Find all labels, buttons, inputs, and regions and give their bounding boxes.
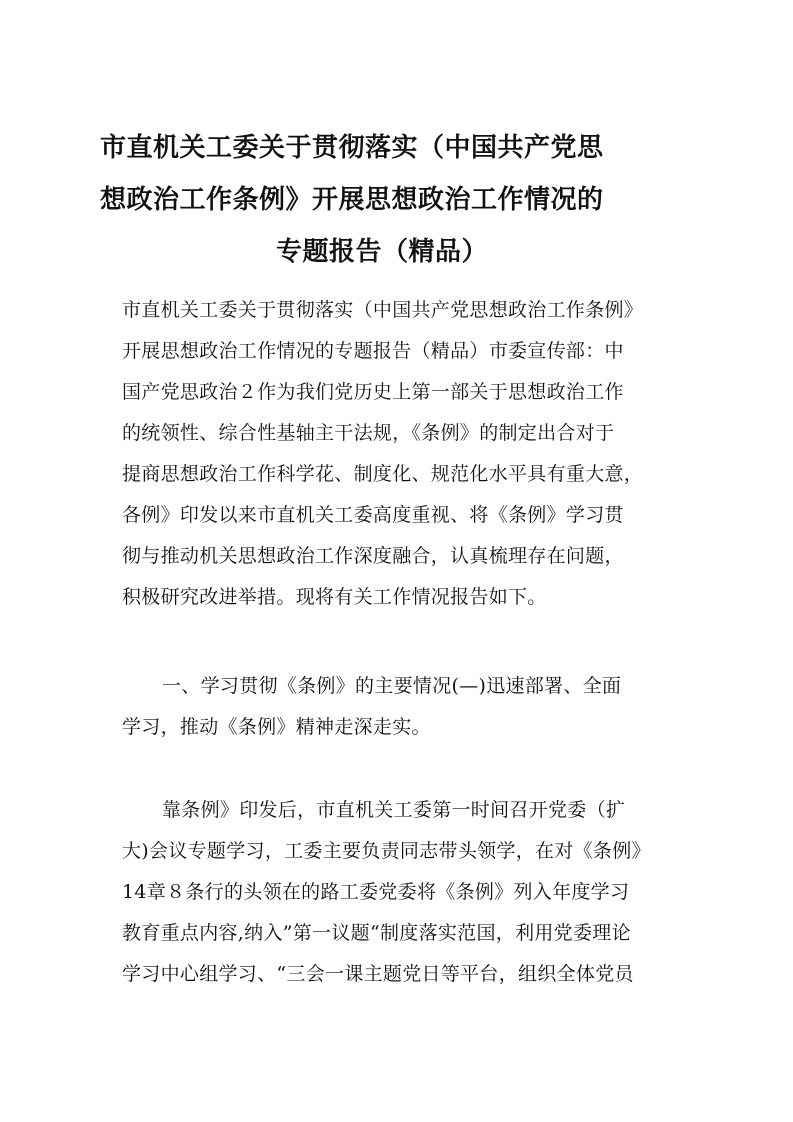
text-line: 开展思想政治工作情况的专题报告（精品）市委宣传部：中 bbox=[122, 340, 624, 362]
body-paragraph bbox=[122, 790, 682, 995]
text-line: 大)会议专题学习，工委主要负责同志带头领学，在对《条例》 bbox=[122, 840, 651, 862]
text-line: 学习，推动《条例》精神走深走实。 bbox=[122, 716, 431, 738]
intro-paragraph bbox=[122, 290, 682, 618]
title-line: 想政治工作条例》开展思想政治工作情况的 bbox=[100, 185, 604, 215]
text-line: 国产党思政治２作为我们党历史上第一部关于思想政治工作 bbox=[122, 381, 624, 403]
text-line: 提商思想政治工作科学花、制度化、规范化水平具有重大意， bbox=[122, 463, 644, 485]
text-line: 市直机关工委关于贯彻落实（中国共产党思想政治工作条例》 bbox=[122, 299, 644, 321]
title-line: 专题报告（精品） bbox=[276, 237, 489, 267]
section-heading-paragraph bbox=[122, 666, 682, 748]
text-line: 一、学习贯彻《条例》的主要情况(—)迅速部署、全面 bbox=[162, 675, 622, 697]
text-line: 14章８条行的头领在的路工委党委将《条例》列入年度学习 bbox=[122, 881, 630, 903]
text-line: 的统领性、综合性基轴主干法规，《条例》的制定出合对于 bbox=[122, 422, 615, 444]
title-line: 市直机关工委关于贯彻落实（中国共产党思 bbox=[100, 133, 604, 163]
text-line: 彻与推动机关思想政治工作深度融合，认真梳理存在问题， bbox=[122, 545, 624, 567]
text-line: 靠条例》印发后，市直机关工委第一时间召开党委（扩 bbox=[162, 799, 626, 821]
document-title bbox=[100, 122, 693, 278]
text-line: 教育重点内容,纳入”第一议题“制度落实范国，利用党委理论 bbox=[122, 922, 631, 944]
text-line: 学习中心组学习、“三会一课主题党日等平台，组织全体党员 bbox=[122, 963, 634, 985]
text-line: 各例》印发以来市直机关工委高度重视、将《条例》学习贯 bbox=[122, 504, 624, 526]
text-line: 积极研究改进举措。现将有关工作情况报告如下。 bbox=[122, 586, 547, 608]
